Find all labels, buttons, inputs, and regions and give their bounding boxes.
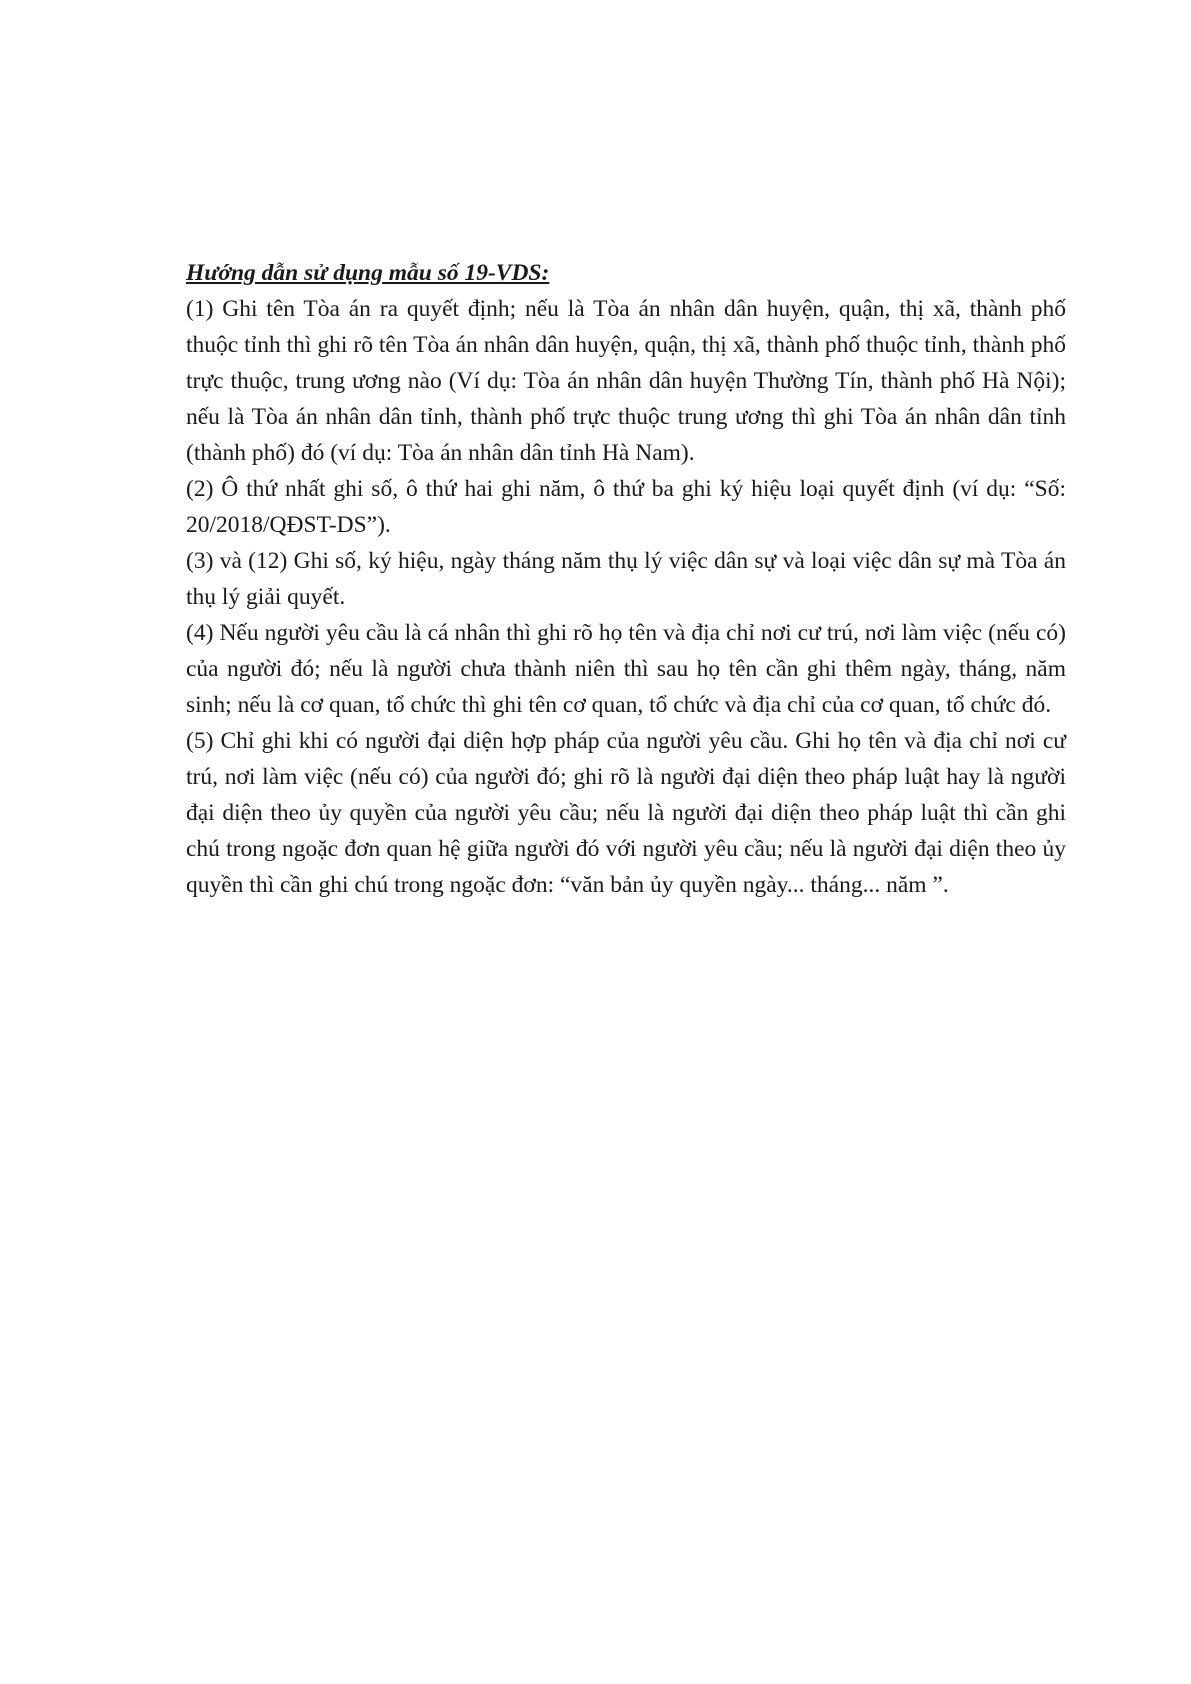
instructions-heading: Hướng dẫn sử dụng mẫu số 19-VDS: (186, 260, 550, 286)
instruction-paragraph-2: (2) Ô thứ nhất ghi số, ô thứ hai ghi năm, ô thứ ba ghi ký hiệu loại quyết định (ví dụ: “Số: 20/2018/QĐST-DS”). (186, 476, 1066, 538)
instructions-block (186, 255, 1066, 903)
instruction-paragraph-4: (4) Nếu người yêu cầu là cá nhân thì ghi rõ họ tên và địa chỉ nơi cư trú, nơi làm việc (nếu có) của người đó; nếu là người chưa thành niên thì sau họ tên cần ghi thêm ngày, tháng, năm sinh; nếu là cơ quan, tổ chức thì ghi tên cơ quan, tổ chức và địa chỉ của cơ quan, tổ chức đó. (186, 620, 1066, 718)
instruction-paragraph-5: (5) Chỉ ghi khi có người đại diện hợp pháp của người yêu cầu. Ghi họ tên và địa chỉ nơi cư trú, nơi làm việc (nếu có) của người đó; ghi rõ là người đại diện theo pháp luật hay là người đại diện theo ủy quyền của người yêu cầu; nếu là người đại diện theo pháp luật thì cần ghi chú trong ngoặc đơn quan hệ giữa người đó với người yêu cầu; nếu là người đại diện theo ủy quyền thì cần ghi chú trong ngoặc đơn: “văn bản ủy quyền ngày... tháng... năm ”. (186, 728, 1066, 898)
instruction-paragraph-3: (3) và (12) Ghi số, ký hiệu, ngày tháng năm thụ lý việc dân sự và loại việc dân sự mà Tòa án thụ lý giải quyết. (186, 548, 1066, 610)
instruction-paragraph-1: (1) Ghi tên Tòa án ra quyết định; nếu là Tòa án nhân dân huyện, quận, thị xã, thành phố thuộc tỉnh thì ghi rõ tên Tòa án nhân dân huyện, quận, thị xã, thành phố thuộc tỉnh, thành phố trực thuộc, trung ương nào (Ví dụ: Tòa án nhân dân huyện Thường Tín, thành phố Hà Nội); nếu là Tòa án nhân dân tỉnh, thành phố trực thuộc trung ương thì ghi Tòa án nhân dân tỉnh (thành phố) đó (ví dụ: Tòa án nhân dân tỉnh Hà Nam). (186, 296, 1066, 466)
